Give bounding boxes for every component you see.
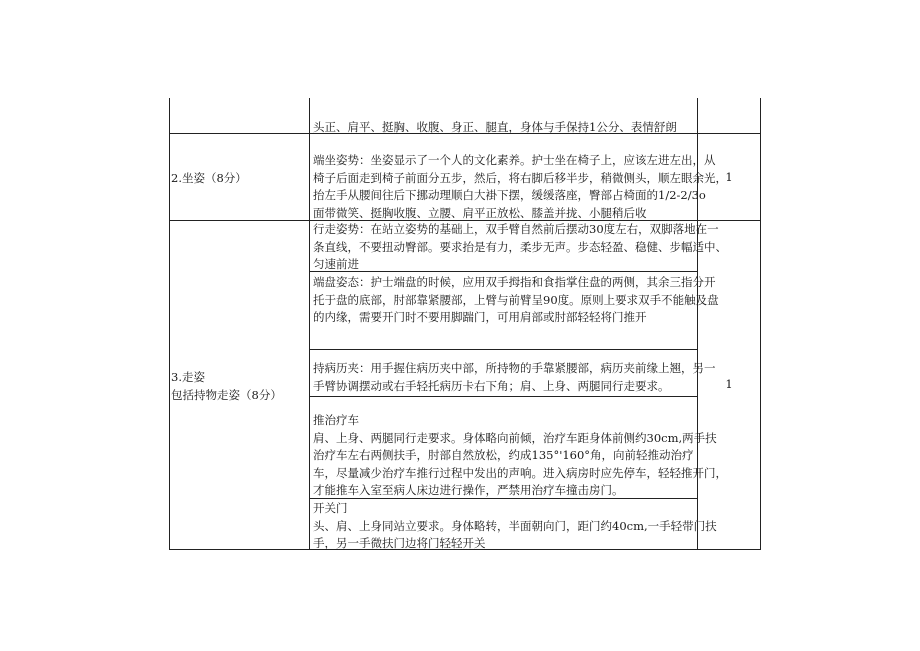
walk-section-chart-holder	[313, 360, 716, 395]
walk-line: 条直线，不要扭动臀部。要求抬是有力，柔步无声。步态轻盈、稳健、步幅适中、	[313, 239, 727, 254]
walk-item-label	[171, 368, 282, 404]
walk-line: 行走姿势：在站立姿势的基础上，双手臂自然前后摆动30度左右，双脚落地在一	[313, 222, 719, 236]
subrow-divider-2	[309, 349, 697, 350]
walk-item-line2: 包括持物走姿（8分）	[171, 388, 282, 402]
sit-line: 端坐姿势：坐姿显示了一个人的文化素养。护士坐在椅子上，应该左进左出，从	[313, 153, 716, 167]
walk-section-door	[313, 500, 717, 553]
sit-item-label: 2.坐姿（8分）	[171, 171, 247, 185]
tray-line: 的内缘，需要开门时不要用脚踹门，可用肩部或肘部轻轻将门推开	[313, 310, 647, 324]
walk-section-cart	[313, 412, 727, 500]
chart-line: 手臂协调摆动或右手轻托病历卡右下角；肩、上身、两腿同行走要求。	[313, 378, 670, 393]
table-border-left	[169, 98, 170, 549]
sit-line: 椅子后面走到椅子前面分五步，然后，将右脚后移半步，稍微侧头，顺左眼余光，	[313, 170, 727, 185]
subrow-divider-3	[309, 396, 697, 397]
table-divider-item	[309, 98, 310, 549]
sit-content	[313, 152, 727, 222]
table-border-right	[760, 98, 761, 549]
door-line: 手，另一手微扶门边将门轻轻开关	[313, 536, 486, 550]
walk-section-walking	[313, 221, 727, 274]
walk-score: 1	[725, 377, 733, 391]
row0-content: 头正、肩平、挺胸、收腹、身正、腿直，身体与手保持1公分、表情舒朗	[313, 120, 677, 134]
walk-line: 匀速前进	[313, 257, 359, 271]
sit-line: 面带微笑、挺胸收腹、立腰、肩平正放松、膝盖并拢、小腿稍后收	[313, 205, 647, 220]
cart-line: 肩、上身、两腿同行走要求。身体略向前倾，治疗车距身体前侧约30cm,两手扶	[313, 430, 717, 445]
sit-line: 抬左手从腰间往后下挪动理顺白大褂下摆，缓缓落座，臀部占椅面的1/2-2/3o	[313, 188, 706, 202]
tray-line: 托于盘的底部，肘部靠紧腰部，上臂与前臂呈90度。原则上要求双手不能触及盘	[313, 292, 719, 307]
cart-line: 才能推车入室至病人床边进行操作，严禁用治疗车撞击房门。	[313, 483, 624, 497]
walk-item-line1: 3.走姿	[171, 370, 205, 384]
cart-line: 车，尽量减少治疗车推行过程中发出的声响。进入病房时应先停车，轻轻推开门，	[313, 465, 727, 480]
chart-line: 持病历夹：用手握住病历夹中部，所持物的手靠紧腰部，病历夹前缘上翘，另一	[313, 361, 716, 375]
cart-line: 治疗车左右两侧扶手，肘部自然放松，约成135°'160°角，向前轻推动治疗	[313, 448, 694, 462]
walk-section-tray	[313, 274, 719, 327]
door-line: 开关门	[313, 501, 348, 515]
tray-line: 端盘姿态：护士端盘的时候，应用双手拇指和食指掌住盘的两侧，其余三指分开	[313, 275, 716, 289]
sit-score: 1	[725, 170, 733, 184]
door-line: 头、肩、上身同站立要求。身体略转，半面朝向门，距门约40cm,一手轻带门扶	[313, 518, 717, 533]
cart-line: 推治疗车	[313, 413, 359, 427]
